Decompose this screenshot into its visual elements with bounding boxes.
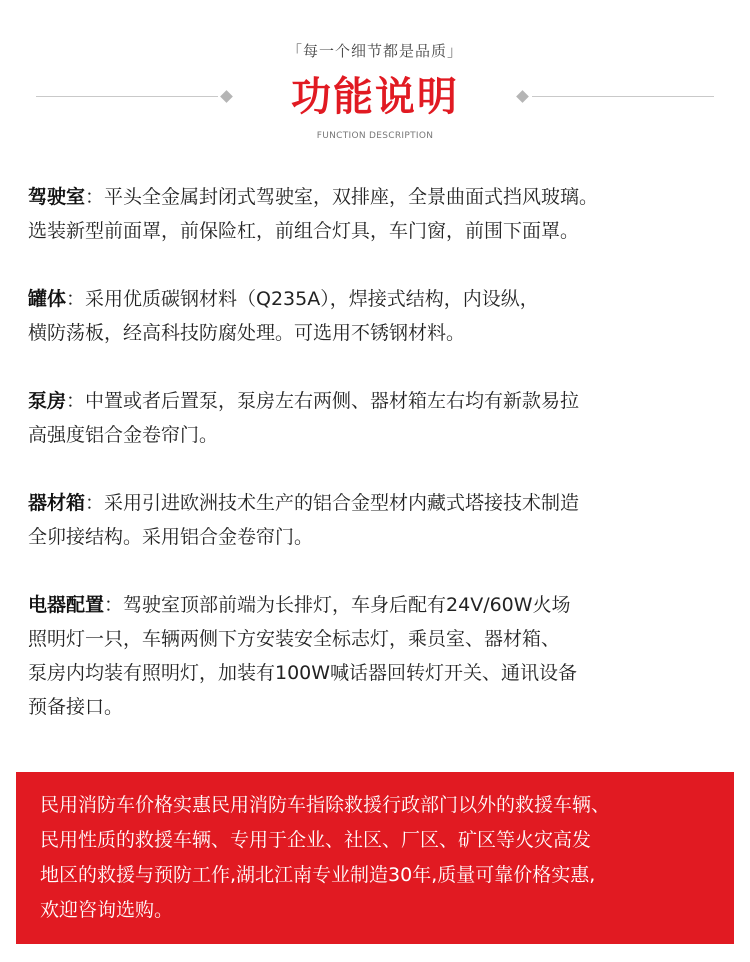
banner-line: 民用消防车价格实惠民用消防车指除救援行政部门以外的救援车辆、 (40, 794, 611, 816)
section-label: 罐体 (28, 288, 67, 310)
banner-line: 欢迎咨询选购。 (40, 899, 174, 921)
section-line (28, 384, 728, 418)
page-subtitle: FUNCTION DESCRIPTION (316, 131, 434, 141)
section-text: ：采用引进欧洲技术生产的铝合金型材内藏式塔接技术制造 (85, 492, 580, 514)
page-title: 功能说明 (291, 74, 459, 120)
right-divider-line (532, 96, 714, 97)
section-line (28, 588, 728, 622)
section-text: ：采用优质碳钢材料（Q235A），焊接式结构，内设纵， (66, 288, 539, 310)
section-label: 电器配置 (28, 594, 105, 616)
section-line: 预备接口。 (28, 696, 124, 718)
section-text: ：驾驶室顶部前端为长排灯，车身后配有24V/60W火场 (104, 594, 571, 616)
promo-banner-text (40, 788, 720, 928)
section-line (28, 180, 728, 214)
banner-line: 民用性质的救援车辆、专用于企业、社区、厂区、矿区等火灾高发 (40, 829, 592, 851)
promo-banner (16, 772, 734, 944)
section-text: ：平头全金属封闭式驾驶室，双排座，全景曲面式挡风玻璃。 (85, 186, 599, 208)
section-label: 泵房 (28, 390, 67, 412)
section-tank (28, 282, 728, 350)
section-line: 高强度铝合金卷帘门。 (28, 424, 219, 446)
section-line: 横防荡板，经高科技防腐处理。可选用不锈钢材料。 (28, 322, 466, 344)
tagline: 「每一个细节都是品质」 (286, 42, 463, 60)
section-pump-room (28, 384, 728, 452)
section-cab (28, 180, 728, 248)
section-line: 照明灯一只，车辆两侧下方安装安全标志灯，乘员室、器材箱、 (28, 628, 561, 650)
section-line (28, 486, 728, 520)
section-line: 全卯接结构。采用铝合金卷帘门。 (28, 526, 314, 548)
section-label: 驾驶室 (28, 186, 86, 208)
section-electrical (28, 588, 728, 724)
section-text: ：中置或者后置泵，泵房左右两侧、器材箱左右均有新款易拉 (66, 390, 580, 412)
banner-line: 地区的救援与预防工作,湖北江南专业制造30年,质量可靠价格实惠, (40, 864, 596, 886)
section-label: 器材箱 (28, 492, 86, 514)
title-row (0, 72, 750, 122)
section-line: 泵房内均装有照明灯，加装有100W喊话器回转灯开关、通讯设备 (28, 662, 578, 684)
feature-sections (28, 180, 728, 758)
section-line: 选装新型前面罩，前保险杠，前组合灯具，车门窗，前围下面罩。 (28, 220, 580, 242)
section-equipment-box (28, 486, 728, 554)
section-line (28, 282, 728, 316)
